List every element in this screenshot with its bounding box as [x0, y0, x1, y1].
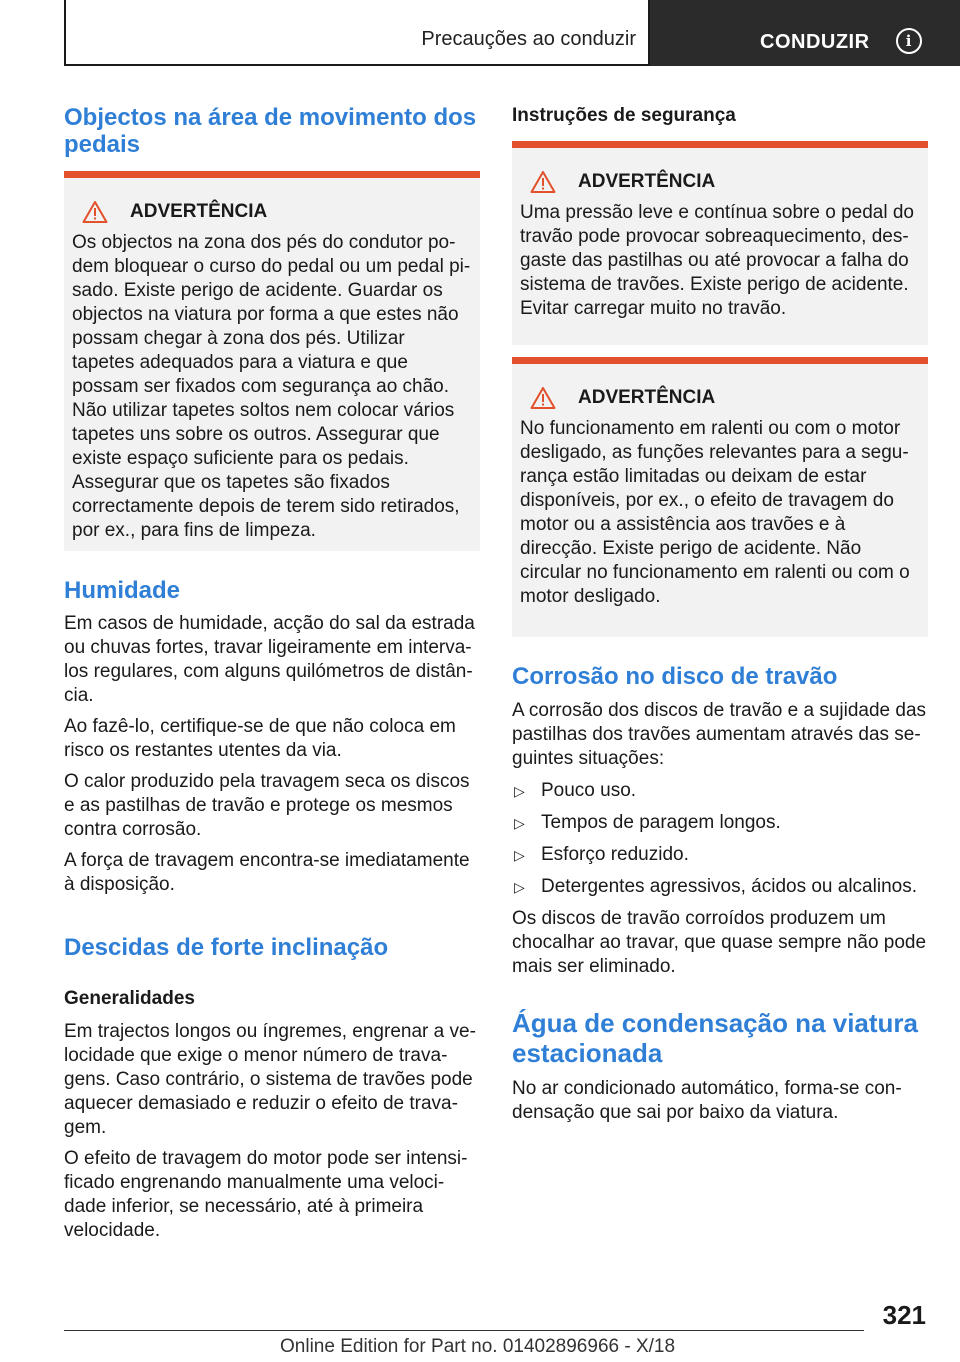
warning-text: Uma pressão leve e contínua sobre o pedal do travão pode provocar sobreaquecimento, desgaste das pastilhas ou até provocar a falha do sistema de travões. Existe perigo de acidente. Evitar carregar muito no travão.	[520, 202, 914, 319]
paragraph: Ao fazê-lo, certifique-se de que não coloca em risco os restantes utentes da via.	[64, 716, 456, 761]
paragraph: Os discos de travão corroídos produzem um chocalhar ao travar, que quase sempre não pode mais ser eliminado.	[512, 908, 927, 977]
paragraph: A força de travagem encontra-se imediatamente à disposição.	[64, 850, 470, 895]
general-subheading: Generalidades	[64, 988, 195, 1009]
list-item: ▷ Tempos de paragem longos.	[514, 812, 781, 833]
warning-box-idle	[512, 357, 928, 637]
list-item: ▷ Detergentes agressivos, ácidos ou alcalinos.	[514, 876, 917, 897]
humidity-section	[64, 612, 480, 897]
page-header	[64, 0, 960, 66]
warning-box-pedals	[64, 171, 480, 551]
humidity-heading: Humidade	[64, 577, 181, 604]
warning-text: No funcionamento em ralenti ou com o motor desligado, as funções relevantes para a segurança estão limitadas ou deixam de estar disponíveis, por ex., o efeito de travagem do motor ou a assistência aos travões e à direcção. Existe perigo de acidente. Não circular no funcionamento em ralenti ou com o motor desligado.	[520, 418, 910, 607]
paragraph: O efeito de travagem do motor pode ser intensificado engrenando manualmente uma velocidade inferior, se necessário, até à primeira velocidade.	[64, 1148, 468, 1241]
bullet-triangle-icon: ▷	[514, 815, 525, 831]
paragraph: No ar condicionado automático, forma-se condensação que sai por baixo da viatura.	[512, 1078, 902, 1123]
warning-title	[72, 200, 472, 224]
edition-text: Online Edition for Part no. 01402896966 - X/18	[280, 1336, 676, 1357]
warning-label: ADVERTÊNCIA	[578, 387, 716, 408]
bullet-triangle-icon: ▷	[514, 783, 525, 799]
bullet-triangle-icon: ▷	[514, 879, 525, 895]
info-icon: i	[896, 28, 922, 54]
warning-title	[520, 386, 920, 410]
section-title: Precauções ao conduzir	[421, 28, 636, 50]
warning-label: ADVERTÊNCIA	[130, 201, 268, 222]
corrosion-section	[512, 699, 928, 979]
descent-section	[64, 1020, 480, 1243]
safety-heading: Instruções de segurança	[512, 105, 736, 126]
page-number: 321	[882, 1300, 926, 1330]
warning-title	[520, 170, 920, 194]
paragraph: Em casos de humidade, acção do sal da estrada ou chuvas fortes, travar ligeiramente em intervalos regulares, com alguns quilómetros de distância.	[64, 613, 475, 706]
warning-triangle-icon	[530, 170, 556, 194]
warning-triangle-icon	[82, 200, 108, 224]
condensation-heading: Água de condensação na viatura estacionada	[512, 1008, 919, 1068]
warning-text: Os objectos na zona dos pés do condutor podem bloquear o curso do pedal ou um pedal pisado. Existe perigo de acidente. Guardar os objectos na viatura por forma a que estes não possam chegar à zona dos pés. Utilizar tapetes adequados para a viatura e que possam ser fixados com segurança ao chão. Não utilizar tapetes soltos nem colocar vários tapetes uns sobre os outros. Assegurar que existe espaço suficiente para os pedais. Assegurar que os tapetes são fixados correctamente depois de terem sido retirados, por ex., para fins de limpeza.	[72, 232, 471, 541]
footer-divider	[64, 1330, 864, 1331]
chapter-title: CONDUZIR	[760, 31, 870, 53]
warning-label: ADVERTÊNCIA	[578, 171, 716, 192]
warning-triangle-icon	[530, 386, 556, 410]
warning-box-brake-pressure	[512, 141, 928, 345]
bullet-triangle-icon: ▷	[514, 847, 525, 863]
pedals-heading: Objectos na área de movimento dos pedais	[64, 104, 477, 158]
list-item: ▷ Esforço reduzido.	[514, 844, 689, 865]
list-item: ▷ Pouco uso.	[514, 780, 637, 801]
section-tab	[64, 0, 650, 66]
paragraph: A corrosão dos discos de travão e a sujidade das pastilhas dos travões aumentam através das seguintes situações:	[512, 700, 927, 769]
paragraph: O calor produzido pela travagem seca os discos e as pastilhas de travão e protege os mesmos contra corrosão.	[64, 771, 470, 840]
paragraph: Em trajectos longos ou íngremes, engrenar a velocidade que exige o menor número de travagens. Caso contrário, o sistema de travões pode aquecer demasiado e reduzir o efeito de travagem.	[64, 1021, 476, 1138]
descent-heading: Descidas de forte inclinação	[64, 934, 389, 961]
chapter-tab	[650, 0, 960, 66]
corrosion-heading: Corrosão no disco de travão	[512, 663, 838, 690]
